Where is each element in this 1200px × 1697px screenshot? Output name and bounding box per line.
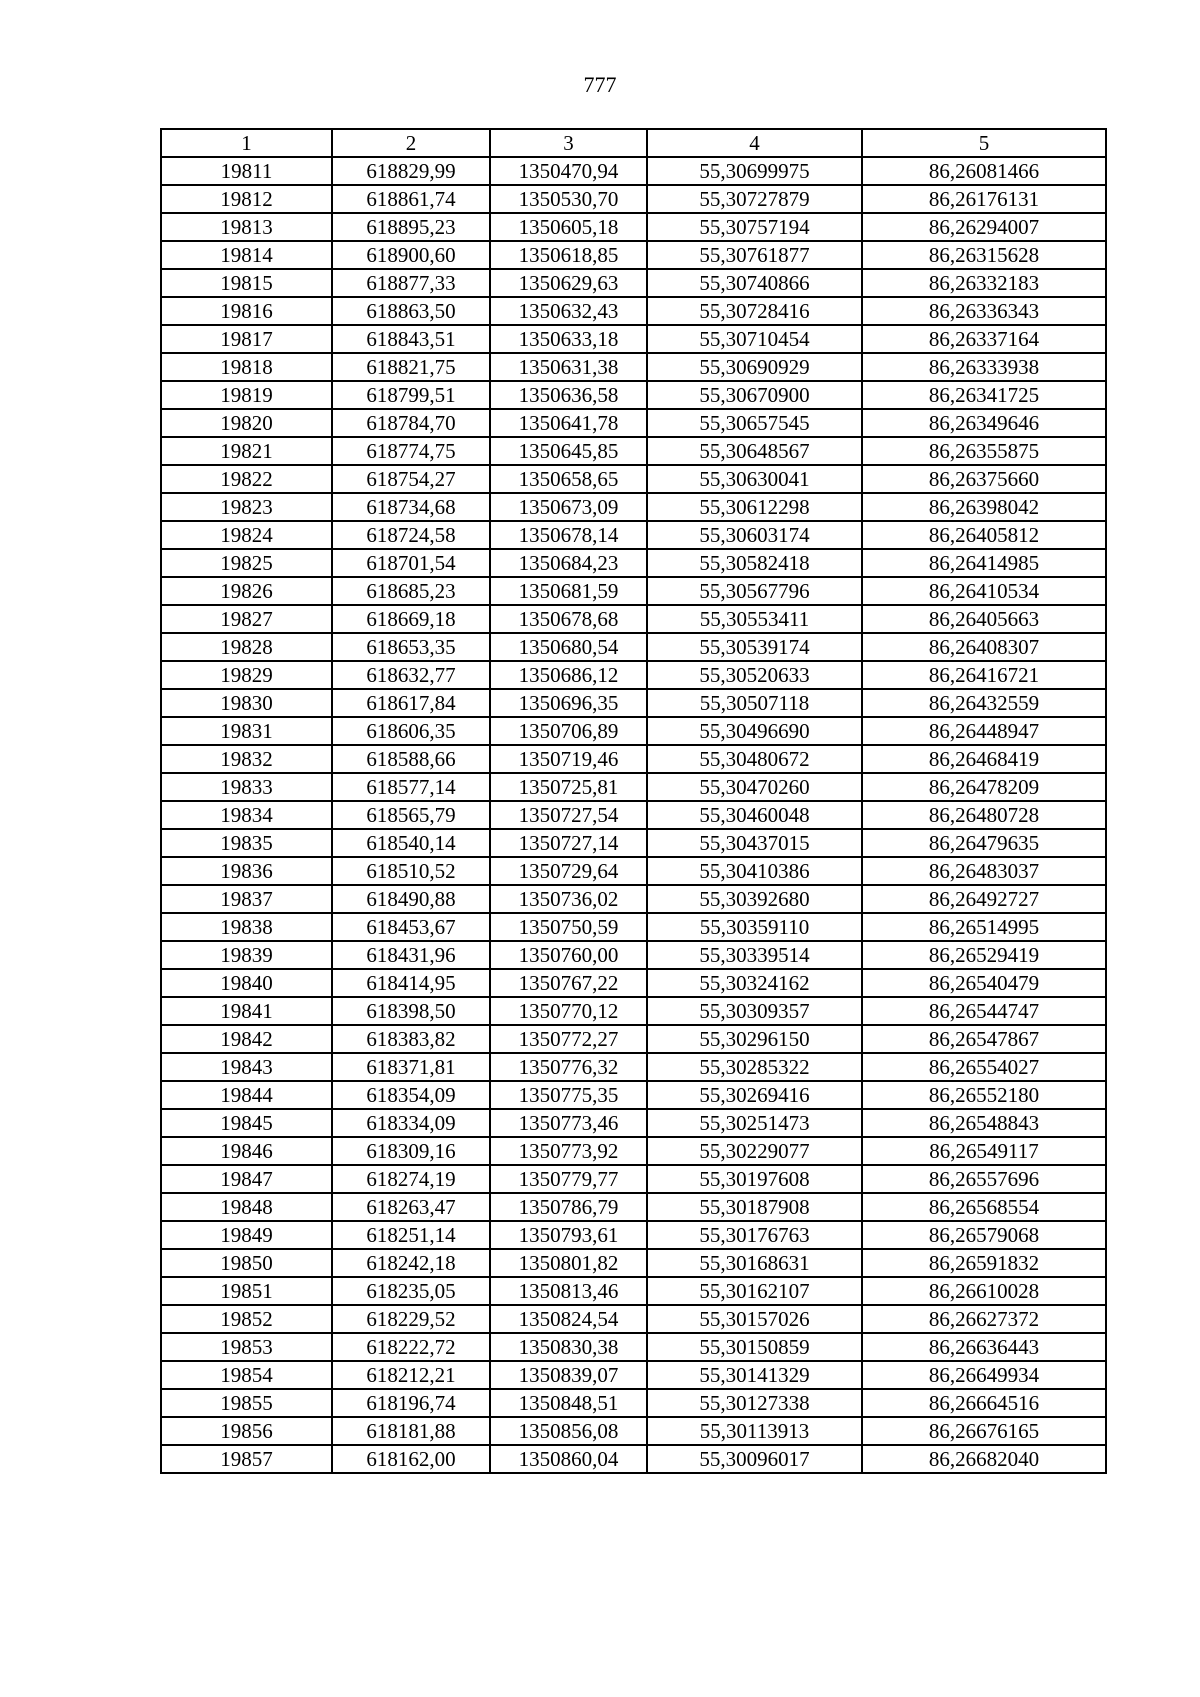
table-row: [161, 773, 1106, 801]
coord-y-cell: 1350636,58: [490, 381, 647, 409]
latitude-cell: 55,30113913: [647, 1417, 862, 1445]
coord-y-cell: 1350773,92: [490, 1137, 647, 1165]
page-number: 777: [583, 72, 617, 97]
point-number-cell: 19830: [161, 689, 332, 717]
coord-y-cell: 1350706,89: [490, 717, 647, 745]
latitude-cell: 55,30507118: [647, 689, 862, 717]
coord-y-cell: 1350775,35: [490, 1081, 647, 1109]
point-number-cell: 19821: [161, 437, 332, 465]
longitude-cell: 86,26636443: [862, 1333, 1106, 1361]
longitude-cell: 86,26627372: [862, 1305, 1106, 1333]
table-row: [161, 185, 1106, 213]
point-number-cell: 19852: [161, 1305, 332, 1333]
point-number-cell: 19834: [161, 801, 332, 829]
column-header-3: 3: [490, 129, 647, 157]
longitude-cell: 86,26405812: [862, 521, 1106, 549]
longitude-cell: 86,26540479: [862, 969, 1106, 997]
table-row: [161, 549, 1106, 577]
longitude-cell: 86,26333938: [862, 353, 1106, 381]
longitude-cell: 86,26176131: [862, 185, 1106, 213]
coord-y-cell: 1350629,63: [490, 269, 647, 297]
point-number-cell: 19814: [161, 241, 332, 269]
coord-x-cell: 618843,51: [332, 325, 490, 353]
longitude-cell: 86,26375660: [862, 465, 1106, 493]
latitude-cell: 55,30520633: [647, 661, 862, 689]
coord-y-cell: 1350813,46: [490, 1277, 647, 1305]
point-number-cell: 19819: [161, 381, 332, 409]
longitude-cell: 86,26568554: [862, 1193, 1106, 1221]
point-number-cell: 19841: [161, 997, 332, 1025]
point-number-cell: 19842: [161, 1025, 332, 1053]
table-row: [161, 1249, 1106, 1277]
column-header-4: 4: [647, 129, 862, 157]
longitude-cell: 86,26332183: [862, 269, 1106, 297]
latitude-cell: 55,30657545: [647, 409, 862, 437]
coord-x-cell: 618235,05: [332, 1277, 490, 1305]
coord-x-cell: 618734,68: [332, 493, 490, 521]
table-row: [161, 241, 1106, 269]
longitude-cell: 86,26480728: [862, 801, 1106, 829]
point-number-cell: 19832: [161, 745, 332, 773]
latitude-cell: 55,30728416: [647, 297, 862, 325]
coord-x-cell: 618829,99: [332, 157, 490, 185]
latitude-cell: 55,30690929: [647, 353, 862, 381]
latitude-cell: 55,30567796: [647, 577, 862, 605]
table-row: [161, 997, 1106, 1025]
point-number-cell: 19815: [161, 269, 332, 297]
table-row: [161, 1221, 1106, 1249]
latitude-cell: 55,30710454: [647, 325, 862, 353]
coord-x-cell: 618181,88: [332, 1417, 490, 1445]
table-row: [161, 269, 1106, 297]
coord-y-cell: 1350645,85: [490, 437, 647, 465]
coord-y-cell: 1350696,35: [490, 689, 647, 717]
point-number-cell: 19817: [161, 325, 332, 353]
coord-x-cell: 618354,09: [332, 1081, 490, 1109]
longitude-cell: 86,26552180: [862, 1081, 1106, 1109]
point-number-cell: 19857: [161, 1445, 332, 1473]
coord-y-cell: 1350786,79: [490, 1193, 647, 1221]
coord-x-cell: 618784,70: [332, 409, 490, 437]
coord-x-cell: 618398,50: [332, 997, 490, 1025]
table-row: [161, 801, 1106, 829]
latitude-cell: 55,30437015: [647, 829, 862, 857]
longitude-cell: 86,26414985: [862, 549, 1106, 577]
coord-y-cell: 1350678,14: [490, 521, 647, 549]
point-number-cell: 19850: [161, 1249, 332, 1277]
table-row: [161, 493, 1106, 521]
coord-y-cell: 1350680,54: [490, 633, 647, 661]
latitude-cell: 55,30162107: [647, 1277, 862, 1305]
coord-x-cell: 618701,54: [332, 549, 490, 577]
coord-y-cell: 1350736,02: [490, 885, 647, 913]
point-number-cell: 19813: [161, 213, 332, 241]
column-header-1: 1: [161, 129, 332, 157]
latitude-cell: 55,30339514: [647, 941, 862, 969]
coord-y-cell: 1350830,38: [490, 1333, 647, 1361]
table-row: [161, 1193, 1106, 1221]
longitude-cell: 86,26448947: [862, 717, 1106, 745]
coord-y-cell: 1350725,81: [490, 773, 647, 801]
table-row: [161, 297, 1106, 325]
table-row: [161, 1137, 1106, 1165]
coord-x-cell: 618229,52: [332, 1305, 490, 1333]
table-row: [161, 521, 1106, 549]
latitude-cell: 55,30229077: [647, 1137, 862, 1165]
column-header-5: 5: [862, 129, 1106, 157]
point-number-cell: 19831: [161, 717, 332, 745]
longitude-cell: 86,26557696: [862, 1165, 1106, 1193]
longitude-cell: 86,26315628: [862, 241, 1106, 269]
latitude-cell: 55,30324162: [647, 969, 862, 997]
table-header: [161, 129, 1106, 157]
longitude-cell: 86,26337164: [862, 325, 1106, 353]
coord-y-cell: 1350530,70: [490, 185, 647, 213]
longitude-cell: 86,26479635: [862, 829, 1106, 857]
point-number-cell: 19829: [161, 661, 332, 689]
latitude-cell: 55,30630041: [647, 465, 862, 493]
coord-x-cell: 618251,14: [332, 1221, 490, 1249]
latitude-cell: 55,30309357: [647, 997, 862, 1025]
longitude-cell: 86,26514995: [862, 913, 1106, 941]
coord-x-cell: 618588,66: [332, 745, 490, 773]
coord-y-cell: 1350678,68: [490, 605, 647, 633]
coord-x-cell: 618162,00: [332, 1445, 490, 1473]
latitude-cell: 55,30553411: [647, 605, 862, 633]
latitude-cell: 55,30470260: [647, 773, 862, 801]
coord-y-cell: 1350719,46: [490, 745, 647, 773]
coord-y-cell: 1350470,94: [490, 157, 647, 185]
coord-x-cell: 618371,81: [332, 1053, 490, 1081]
table-row: [161, 213, 1106, 241]
coord-x-cell: 618490,88: [332, 885, 490, 913]
latitude-cell: 55,30168631: [647, 1249, 862, 1277]
longitude-cell: 86,26676165: [862, 1417, 1106, 1445]
point-number-cell: 19853: [161, 1333, 332, 1361]
table-row: [161, 577, 1106, 605]
point-number-cell: 19849: [161, 1221, 332, 1249]
longitude-cell: 86,26492727: [862, 885, 1106, 913]
point-number-cell: 19838: [161, 913, 332, 941]
latitude-cell: 55,30740866: [647, 269, 862, 297]
latitude-cell: 55,30410386: [647, 857, 862, 885]
latitude-cell: 55,30496690: [647, 717, 862, 745]
coord-x-cell: 618309,16: [332, 1137, 490, 1165]
longitude-cell: 86,26349646: [862, 409, 1106, 437]
coord-x-cell: 618383,82: [332, 1025, 490, 1053]
coord-y-cell: 1350770,12: [490, 997, 647, 1025]
table-row: [161, 689, 1106, 717]
table-row: [161, 1053, 1106, 1081]
table-row: [161, 717, 1106, 745]
longitude-cell: 86,26341725: [862, 381, 1106, 409]
table-row: [161, 1081, 1106, 1109]
table-row: [161, 1361, 1106, 1389]
latitude-cell: 55,30727879: [647, 185, 862, 213]
latitude-cell: 55,30197608: [647, 1165, 862, 1193]
table-row: [161, 437, 1106, 465]
point-number-cell: 19811: [161, 157, 332, 185]
latitude-cell: 55,30285322: [647, 1053, 862, 1081]
point-number-cell: 19816: [161, 297, 332, 325]
longitude-cell: 86,26416721: [862, 661, 1106, 689]
longitude-cell: 86,26529419: [862, 941, 1106, 969]
longitude-cell: 86,26548843: [862, 1109, 1106, 1137]
coord-y-cell: 1350641,78: [490, 409, 647, 437]
longitude-cell: 86,26336343: [862, 297, 1106, 325]
coord-y-cell: 1350618,85: [490, 241, 647, 269]
latitude-cell: 55,30269416: [647, 1081, 862, 1109]
coord-x-cell: 618895,23: [332, 213, 490, 241]
coord-x-cell: 618653,35: [332, 633, 490, 661]
longitude-cell: 86,26544747: [862, 997, 1106, 1025]
longitude-cell: 86,26610028: [862, 1277, 1106, 1305]
coord-x-cell: 618212,21: [332, 1361, 490, 1389]
latitude-cell: 55,30539174: [647, 633, 862, 661]
coord-x-cell: 618724,58: [332, 521, 490, 549]
point-number-cell: 19826: [161, 577, 332, 605]
point-number-cell: 19825: [161, 549, 332, 577]
latitude-cell: 55,30187908: [647, 1193, 862, 1221]
table-row: [161, 857, 1106, 885]
latitude-cell: 55,30612298: [647, 493, 862, 521]
coord-y-cell: 1350658,65: [490, 465, 647, 493]
point-number-cell: 19851: [161, 1277, 332, 1305]
coord-y-cell: 1350633,18: [490, 325, 647, 353]
latitude-cell: 55,30392680: [647, 885, 862, 913]
coord-y-cell: 1350860,04: [490, 1445, 647, 1473]
coord-x-cell: 618863,50: [332, 297, 490, 325]
latitude-cell: 55,30699975: [647, 157, 862, 185]
coord-y-cell: 1350632,43: [490, 297, 647, 325]
coord-y-cell: 1350772,27: [490, 1025, 647, 1053]
table-row: [161, 353, 1106, 381]
point-number-cell: 19835: [161, 829, 332, 857]
point-number-cell: 19827: [161, 605, 332, 633]
point-number-cell: 19848: [161, 1193, 332, 1221]
point-number-cell: 19840: [161, 969, 332, 997]
point-number-cell: 19839: [161, 941, 332, 969]
point-number-cell: 19854: [161, 1361, 332, 1389]
point-number-cell: 19822: [161, 465, 332, 493]
coord-x-cell: 618821,75: [332, 353, 490, 381]
table-row: [161, 1305, 1106, 1333]
longitude-cell: 86,26408307: [862, 633, 1106, 661]
coord-y-cell: 1350776,32: [490, 1053, 647, 1081]
longitude-cell: 86,26410534: [862, 577, 1106, 605]
latitude-cell: 55,30296150: [647, 1025, 862, 1053]
latitude-cell: 55,30141329: [647, 1361, 862, 1389]
coord-y-cell: 1350793,61: [490, 1221, 647, 1249]
latitude-cell: 55,30096017: [647, 1445, 862, 1473]
latitude-cell: 55,30127338: [647, 1389, 862, 1417]
table-row: [161, 465, 1106, 493]
coord-x-cell: 618431,96: [332, 941, 490, 969]
coord-x-cell: 618540,14: [332, 829, 490, 857]
coord-y-cell: 1350824,54: [490, 1305, 647, 1333]
coord-y-cell: 1350750,59: [490, 913, 647, 941]
coord-y-cell: 1350686,12: [490, 661, 647, 689]
coord-x-cell: 618617,84: [332, 689, 490, 717]
coord-x-cell: 618900,60: [332, 241, 490, 269]
point-number-cell: 19844: [161, 1081, 332, 1109]
latitude-cell: 55,30603174: [647, 521, 862, 549]
point-number-cell: 19843: [161, 1053, 332, 1081]
longitude-cell: 86,26649934: [862, 1361, 1106, 1389]
longitude-cell: 86,26355875: [862, 437, 1106, 465]
longitude-cell: 86,26398042: [862, 493, 1106, 521]
table-row: [161, 1277, 1106, 1305]
table-row: [161, 633, 1106, 661]
table-row: [161, 1025, 1106, 1053]
latitude-cell: 55,30359110: [647, 913, 862, 941]
point-number-cell: 19824: [161, 521, 332, 549]
table-row: [161, 1165, 1106, 1193]
coord-y-cell: 1350727,54: [490, 801, 647, 829]
table-row: [161, 1333, 1106, 1361]
coord-y-cell: 1350856,08: [490, 1417, 647, 1445]
point-number-cell: 19812: [161, 185, 332, 213]
latitude-cell: 55,30251473: [647, 1109, 862, 1137]
table-row: [161, 1445, 1106, 1473]
table-row: [161, 381, 1106, 409]
coord-x-cell: 618632,77: [332, 661, 490, 689]
longitude-cell: 86,26468419: [862, 745, 1106, 773]
coord-y-cell: 1350767,22: [490, 969, 647, 997]
coord-x-cell: 618196,74: [332, 1389, 490, 1417]
latitude-cell: 55,30460048: [647, 801, 862, 829]
longitude-cell: 86,26478209: [862, 773, 1106, 801]
coord-x-cell: 618799,51: [332, 381, 490, 409]
coord-x-cell: 618414,95: [332, 969, 490, 997]
point-number-cell: 19846: [161, 1137, 332, 1165]
coord-x-cell: 618510,52: [332, 857, 490, 885]
coord-y-cell: 1350681,59: [490, 577, 647, 605]
coord-y-cell: 1350631,38: [490, 353, 647, 381]
coord-y-cell: 1350729,64: [490, 857, 647, 885]
longitude-cell: 86,26664516: [862, 1389, 1106, 1417]
coord-y-cell: 1350848,51: [490, 1389, 647, 1417]
coord-x-cell: 618669,18: [332, 605, 490, 633]
coord-x-cell: 618774,75: [332, 437, 490, 465]
column-header-2: 2: [332, 129, 490, 157]
table-row: [161, 1417, 1106, 1445]
longitude-cell: 86,26591832: [862, 1249, 1106, 1277]
longitude-cell: 86,26547867: [862, 1025, 1106, 1053]
coord-y-cell: 1350773,46: [490, 1109, 647, 1137]
coord-x-cell: 618577,14: [332, 773, 490, 801]
latitude-cell: 55,30648567: [647, 437, 862, 465]
longitude-cell: 86,26432559: [862, 689, 1106, 717]
table-row: [161, 1389, 1106, 1417]
latitude-cell: 55,30176763: [647, 1221, 862, 1249]
latitude-cell: 55,30757194: [647, 213, 862, 241]
header-row: [161, 129, 1106, 157]
point-number-cell: 19836: [161, 857, 332, 885]
latitude-cell: 55,30582418: [647, 549, 862, 577]
coord-y-cell: 1350839,07: [490, 1361, 647, 1389]
coord-x-cell: 618754,27: [332, 465, 490, 493]
point-number-cell: 19828: [161, 633, 332, 661]
coord-x-cell: 618222,72: [332, 1333, 490, 1361]
table-row: [161, 745, 1106, 773]
coord-y-cell: 1350605,18: [490, 213, 647, 241]
latitude-cell: 55,30761877: [647, 241, 862, 269]
coord-x-cell: 618565,79: [332, 801, 490, 829]
longitude-cell: 86,26554027: [862, 1053, 1106, 1081]
longitude-cell: 86,26081466: [862, 157, 1106, 185]
table-row: [161, 661, 1106, 689]
coordinates-table: [160, 128, 1107, 1474]
table-row: [161, 969, 1106, 997]
longitude-cell: 86,26682040: [862, 1445, 1106, 1473]
longitude-cell: 86,26579068: [862, 1221, 1106, 1249]
coord-x-cell: 618877,33: [332, 269, 490, 297]
coord-x-cell: 618334,09: [332, 1109, 490, 1137]
coord-x-cell: 618606,35: [332, 717, 490, 745]
point-number-cell: 19845: [161, 1109, 332, 1137]
latitude-cell: 55,30480672: [647, 745, 862, 773]
longitude-cell: 86,26405663: [862, 605, 1106, 633]
coord-y-cell: 1350760,00: [490, 941, 647, 969]
table-body: [161, 157, 1106, 1473]
point-number-cell: 19818: [161, 353, 332, 381]
point-number-cell: 19820: [161, 409, 332, 437]
coord-x-cell: 618263,47: [332, 1193, 490, 1221]
table-row: [161, 941, 1106, 969]
coord-y-cell: 1350779,77: [490, 1165, 647, 1193]
coord-x-cell: 618242,18: [332, 1249, 490, 1277]
point-number-cell: 19847: [161, 1165, 332, 1193]
table-row: [161, 409, 1106, 437]
table-row: [161, 605, 1106, 633]
point-number-cell: 19837: [161, 885, 332, 913]
longitude-cell: 86,26483037: [862, 857, 1106, 885]
coord-y-cell: 1350727,14: [490, 829, 647, 857]
point-number-cell: 19833: [161, 773, 332, 801]
latitude-cell: 55,30150859: [647, 1333, 862, 1361]
coord-y-cell: 1350801,82: [490, 1249, 647, 1277]
latitude-cell: 55,30157026: [647, 1305, 862, 1333]
table-row: [161, 913, 1106, 941]
point-number-cell: 19855: [161, 1389, 332, 1417]
point-number-cell: 19856: [161, 1417, 332, 1445]
coord-x-cell: 618453,67: [332, 913, 490, 941]
longitude-cell: 86,26549117: [862, 1137, 1106, 1165]
coord-x-cell: 618685,23: [332, 577, 490, 605]
table-row: [161, 829, 1106, 857]
point-number-cell: 19823: [161, 493, 332, 521]
coord-y-cell: 1350673,09: [490, 493, 647, 521]
table-row: [161, 325, 1106, 353]
coord-y-cell: 1350684,23: [490, 549, 647, 577]
latitude-cell: 55,30670900: [647, 381, 862, 409]
table-row: [161, 157, 1106, 185]
table-row: [161, 885, 1106, 913]
coord-x-cell: 618274,19: [332, 1165, 490, 1193]
table-row: [161, 1109, 1106, 1137]
longitude-cell: 86,26294007: [862, 213, 1106, 241]
coord-x-cell: 618861,74: [332, 185, 490, 213]
